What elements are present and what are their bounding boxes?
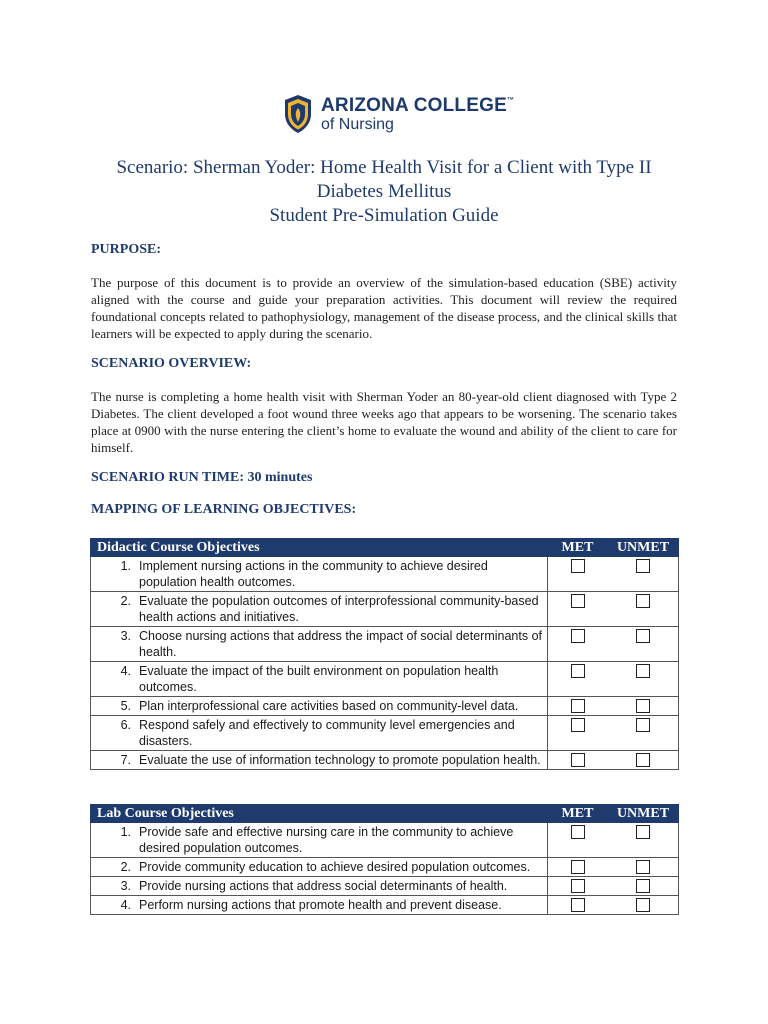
- unmet-cell: [608, 823, 679, 858]
- unmet-checkbox[interactable]: [636, 594, 650, 608]
- logo-name: ARIZONA COLLEGE: [321, 94, 507, 116]
- objective-cell: [91, 697, 548, 716]
- met-checkbox[interactable]: [571, 594, 585, 608]
- overview-heading: SCENARIO OVERVIEW:: [91, 356, 252, 371]
- unmet-checkbox[interactable]: [636, 718, 650, 732]
- objective-row: [91, 557, 679, 592]
- objective-cell: [91, 823, 548, 858]
- objective-row: [91, 877, 679, 896]
- objective-number: 6.: [120, 718, 131, 732]
- met-cell: [548, 716, 608, 751]
- objective-text: Implement nursing actions in the community to achieve desired population health outcomes.: [139, 559, 488, 589]
- objective-cell: [91, 877, 548, 896]
- met-checkbox[interactable]: [571, 699, 585, 713]
- purpose-text: The purpose of this document is to provide an overview of the simulation-based education (SBE) activity aligned with the course and guide your preparation activities. This document will review the required foundational concepts related to pathophysiology, management of the disease process, and the clinical skills that learners will be expected to apply during the scenario.: [91, 275, 677, 341]
- objective-text: Evaluate the use of information technology to promote population health.: [139, 753, 541, 767]
- objective-number: 5.: [120, 699, 131, 713]
- unmet-cell: [608, 858, 679, 877]
- objective-text: Perform nursing actions that promote health and prevent disease.: [139, 898, 502, 912]
- purpose-heading: PURPOSE:: [91, 242, 161, 257]
- met-checkbox[interactable]: [571, 898, 585, 912]
- objective-row: [91, 716, 679, 751]
- logo-trademark: ™: [506, 96, 515, 104]
- met-cell: [548, 823, 608, 858]
- met-cell: [548, 697, 608, 716]
- met-cell: [548, 592, 608, 627]
- objective-row: [91, 627, 679, 662]
- unmet-checkbox[interactable]: [636, 898, 650, 912]
- met-cell: [548, 896, 608, 915]
- unmet-cell: [608, 592, 679, 627]
- objective-row: [91, 823, 679, 858]
- unmet-checkbox[interactable]: [636, 825, 650, 839]
- title-line-3: Student Pre-Simulation Guide: [269, 205, 499, 226]
- met-cell: [548, 662, 608, 697]
- met-cell: [548, 877, 608, 896]
- objective-row: [91, 697, 679, 716]
- objective-text: Respond safely and effectively to community level emergencies and disasters.: [139, 718, 515, 748]
- unmet-checkbox[interactable]: [636, 879, 650, 893]
- didactic-header: Didactic Course Objectives: [91, 539, 548, 557]
- met-column-header: MET: [548, 805, 608, 823]
- objective-number: 2.: [120, 594, 131, 608]
- unmet-cell: [608, 751, 679, 770]
- objective-text: Evaluate the impact of the built environment on population health outcomes.: [139, 664, 499, 694]
- objective-number: 1.: [120, 825, 131, 839]
- logo-subtitle: of Nursing: [321, 115, 394, 133]
- objective-row: [91, 592, 679, 627]
- objective-text: Evaluate the population outcomes of interprofessional community-based health actions and initiatives.: [139, 594, 539, 624]
- objective-text: Plan interprofessional care activities based on community-level data.: [139, 699, 519, 713]
- objective-cell: [91, 896, 548, 915]
- objective-text: Provide nursing actions that address social determinants of health.: [139, 879, 508, 893]
- objective-cell: [91, 592, 548, 627]
- met-column-header: MET: [548, 539, 608, 557]
- mapping-heading: MAPPING OF LEARNING OBJECTIVES:: [91, 502, 357, 517]
- objective-row: [91, 751, 679, 770]
- met-cell: [548, 627, 608, 662]
- run-time-heading: SCENARIO RUN TIME: 30 minutes: [91, 470, 313, 485]
- objective-number: 3.: [120, 879, 131, 893]
- unmet-checkbox[interactable]: [636, 664, 650, 678]
- unmet-cell: [608, 627, 679, 662]
- unmet-cell: [608, 896, 679, 915]
- overview-text: The nurse is completing a home health visit with Sherman Yoder an 80-year-old client diagnosed with Type 2 Diabetes. The client developed a foot wound three weeks ago that appears to be worsening. The scenario takes place at 0900 with the nurse entering the client’s home to evaluate the wound and ability of the client to care for himself.: [91, 389, 677, 455]
- didactic-rows: [91, 557, 679, 770]
- unmet-cell: [608, 877, 679, 896]
- objective-cell: [91, 557, 548, 592]
- objective-text: Provide safe and effective nursing care in the community to achieve desired population outcomes.: [139, 825, 514, 855]
- met-checkbox[interactable]: [571, 860, 585, 874]
- objective-row: [91, 662, 679, 697]
- unmet-column-header: UNMET: [608, 805, 679, 823]
- unmet-cell: [608, 716, 679, 751]
- met-cell: [548, 751, 608, 770]
- unmet-checkbox[interactable]: [636, 860, 650, 874]
- met-checkbox[interactable]: [571, 559, 585, 573]
- objective-number: 2.: [120, 860, 131, 874]
- objective-cell: [91, 716, 548, 751]
- unmet-checkbox[interactable]: [636, 753, 650, 767]
- met-checkbox[interactable]: [571, 753, 585, 767]
- met-checkbox[interactable]: [571, 664, 585, 678]
- met-cell: [548, 858, 608, 877]
- title-line-1: Scenario: Sherman Yoder: Home Health Visit for a Client with Type II: [116, 157, 652, 178]
- met-checkbox[interactable]: [571, 879, 585, 893]
- met-checkbox[interactable]: [571, 718, 585, 732]
- objective-number: 3.: [120, 629, 131, 643]
- lab-header: Lab Course Objectives: [91, 805, 548, 823]
- met-cell: [548, 557, 608, 592]
- didactic-objectives-table: [90, 538, 679, 770]
- objective-cell: [91, 858, 548, 877]
- unmet-checkbox[interactable]: [636, 629, 650, 643]
- objective-number: 4.: [120, 664, 131, 678]
- objective-cell: [91, 751, 548, 770]
- lab-rows: [91, 823, 679, 915]
- unmet-checkbox[interactable]: [636, 559, 650, 573]
- objective-cell: [91, 662, 548, 697]
- met-checkbox[interactable]: [571, 825, 585, 839]
- unmet-column-header: UNMET: [608, 539, 679, 557]
- unmet-cell: [608, 662, 679, 697]
- shield-flame-icon: [283, 94, 313, 134]
- met-checkbox[interactable]: [571, 629, 585, 643]
- objective-number: 4.: [120, 898, 131, 912]
- objective-text: Provide community education to achieve desired population outcomes.: [139, 860, 531, 874]
- objective-number: 1.: [120, 559, 131, 573]
- title-line-2: Diabetes Mellitus: [316, 181, 452, 202]
- objective-number: 7.: [120, 753, 131, 767]
- objective-text: Choose nursing actions that address the impact of social determinants of health.: [139, 629, 542, 659]
- unmet-cell: [608, 557, 679, 592]
- unmet-checkbox[interactable]: [636, 699, 650, 713]
- lab-objectives-table: [90, 804, 679, 915]
- objective-row: [91, 896, 679, 915]
- document-title: [90, 156, 678, 228]
- college-logo: [283, 92, 514, 136]
- objective-row: [91, 858, 679, 877]
- unmet-cell: [608, 697, 679, 716]
- objective-cell: [91, 627, 548, 662]
